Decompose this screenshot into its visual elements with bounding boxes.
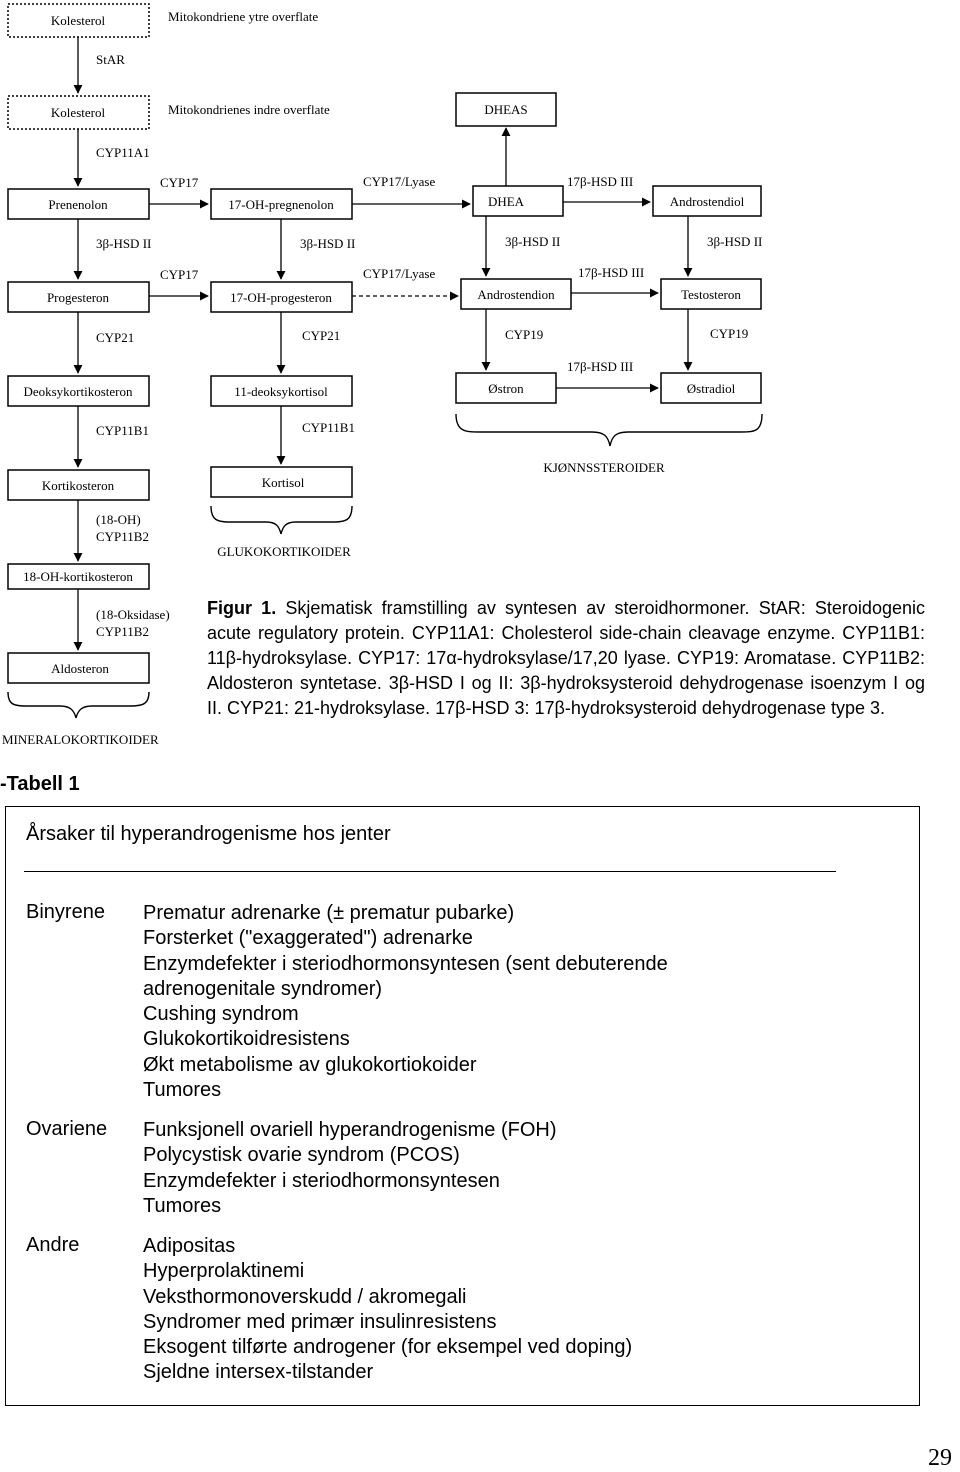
list-item: Funksjonell ovariell hyperandrogenisme (FOH) xyxy=(143,1119,557,1141)
oh18-kortikosteron-label: 18-OH-kortikosteron xyxy=(23,569,133,584)
hsd17-a-label: 17β-HSD III xyxy=(567,174,634,189)
hsd3-d-label: 3β-HSD II xyxy=(707,234,763,249)
cyp11a1-label: CYP11A1 xyxy=(96,145,150,160)
prenenolon-label: Prenenolon xyxy=(48,197,108,212)
kortisol-label: Kortisol xyxy=(261,475,305,490)
cyp11b1-b-label: CYP11B1 xyxy=(302,420,355,435)
hsd3-c-label: 3β-HSD II xyxy=(505,234,561,249)
oksidase18-label: (18-Oksidase) xyxy=(96,607,170,622)
cyp21-a-label: CYP21 xyxy=(96,330,135,345)
list-item: Hyperprolaktinemi xyxy=(143,1260,305,1283)
causes-table xyxy=(5,806,920,1406)
oh18-label: (18-OH) xyxy=(96,512,141,527)
glukokortikoider-brace xyxy=(211,506,352,534)
list-item: Forsterket ("exaggerated") adrenarke xyxy=(143,927,473,950)
kolesterol-inner-label: Kolesterol xyxy=(50,105,106,120)
row-label-binyrene: Binyrene xyxy=(26,901,105,923)
row-label-andre: Andre xyxy=(26,1234,80,1256)
glukokortikoider-label: GLUKOKORTIKOIDER xyxy=(217,544,351,559)
list-item: Polycystisk ovarie syndrom (PCOS) xyxy=(143,1144,460,1167)
table-heading: Årsaker til hyperandrogenisme hos jenter xyxy=(26,823,391,845)
row-items-andre xyxy=(143,1234,632,1386)
list-item: adrenogenitale syndromer) xyxy=(143,977,383,1000)
list-item: Enzymdefekter i steriodhormonsyntesen xyxy=(143,1169,500,1192)
list-item: Veksthormonoverskudd / akromegali xyxy=(143,1285,467,1308)
page-number: 29 xyxy=(928,1445,952,1471)
list-item: Cushing syndrom xyxy=(143,1003,299,1026)
progesteron-label: Progesteron xyxy=(46,290,110,305)
cyp17-a-label: CYP17 xyxy=(160,175,199,190)
hsd3-a-label: 3β-HSD II xyxy=(96,236,152,251)
cyp19-b-label: CYP19 xyxy=(710,326,749,341)
mito-outer-label: Mitokondriene ytre overflate xyxy=(168,9,319,24)
list-item: Adipositas xyxy=(143,1235,236,1257)
cyp17-lyase-b-label: CYP17/Lyase xyxy=(363,266,436,281)
cyp11b2-b-label: CYP11B2 xyxy=(96,624,149,639)
cyp17-lyase-a-label: CYP17/Lyase xyxy=(363,174,436,189)
cyp11b2-a-label: CYP11B2 xyxy=(96,529,149,544)
list-item: Tumores xyxy=(143,1194,222,1217)
androstendiol-label: Androstendiol xyxy=(669,194,745,209)
oh17-progesteron-label: 17-OH-progesteron xyxy=(230,290,332,305)
ostron-label: Østron xyxy=(488,381,524,396)
list-item: Økt metabolisme av glukokortiokoider xyxy=(143,1053,477,1076)
ostradiol-label: Østradiol xyxy=(686,381,736,396)
list-item: Sjeldne intersex-tilstander xyxy=(143,1361,374,1384)
cyp17-b-label: CYP17 xyxy=(160,267,199,282)
hsd17-b-label: 17β-HSD III xyxy=(578,265,645,280)
list-item: Enzymdefekter i steriodhormonsyntesen (sent debuterende xyxy=(143,952,668,975)
figure-caption xyxy=(207,596,925,721)
mineralokortikoider-brace xyxy=(8,692,149,718)
kortikosteron-label: Kortikosteron xyxy=(41,478,115,493)
row-label-ovariene: Ovariene xyxy=(26,1118,108,1140)
dheas-label: DHEAS xyxy=(484,102,528,117)
dhea-label: DHEA xyxy=(487,194,525,209)
figure-caption-label: Figur 1. xyxy=(207,598,277,618)
kolesterol-outer-label: Kolesterol xyxy=(50,13,106,28)
mineralokortikoider-label: MINERALOKORTIKOIDER xyxy=(2,732,159,747)
kjonnssteroider-brace xyxy=(456,414,762,446)
list-item: Syndromer med primær insulinresistens xyxy=(143,1310,497,1333)
list-item: Eksogent tilførte androgener (for eksempel ved doping) xyxy=(143,1336,633,1359)
cyp21-b-label: CYP21 xyxy=(302,328,341,343)
figure-caption-text: Skjematisk framstilling av syntesen av steroidhormoner. StAR: Steroidogenic acute regulatory protein. CYP11A1: Cholesterol side-chain cleavage enzyme. CYP11B1: 11β-hydroksylase. CYP17: 17α-hydroksylase/17,20 lyase. CYP19: Aromatase. CYP11B2: Aldosteron syntetase. 3β-HSD I og II: 3β-hydroksysteroid dehydrogenase isoenzym I og II. CYP21: 21-hydroksylase. 17β-HSD 3: 17β-hydroksysteroid dehydrogenase type 3. xyxy=(207,598,925,718)
oh17-pregnenolon-label: 17-OH-pregnenolon xyxy=(228,197,334,212)
deoksykortikosteron-label: Deoksykortikosteron xyxy=(23,384,133,399)
deoksykortisol11-label: 11-deoksykortisol xyxy=(234,384,328,399)
table-title: -Tabell 1 xyxy=(0,773,80,795)
list-item: Tumores xyxy=(143,1079,222,1102)
aldosteron-label: Aldosteron xyxy=(51,661,109,676)
mito-inner-label: Mitokondrienes indre overflate xyxy=(168,102,330,117)
table-divider xyxy=(24,871,836,872)
star-label: StAR xyxy=(96,52,125,67)
kjonnssteroider-label: KJØNNSSTEROIDER xyxy=(543,460,665,475)
hsd3-b-label: 3β-HSD II xyxy=(300,236,356,251)
row-items-binyrene xyxy=(143,901,668,1103)
androstendion-label: Androstendion xyxy=(477,287,555,302)
hsd17-c-label: 17β-HSD III xyxy=(567,359,634,374)
testosteron-label: Testosteron xyxy=(681,287,741,302)
cyp11b1-a-label: CYP11B1 xyxy=(96,423,149,438)
cyp19-a-label: CYP19 xyxy=(505,327,544,342)
row-items-ovariene xyxy=(143,1118,557,1219)
list-item: Glukokortikoidresistens xyxy=(143,1028,350,1051)
list-item: Prematur adrenarke (± prematur pubarke) xyxy=(143,902,515,924)
